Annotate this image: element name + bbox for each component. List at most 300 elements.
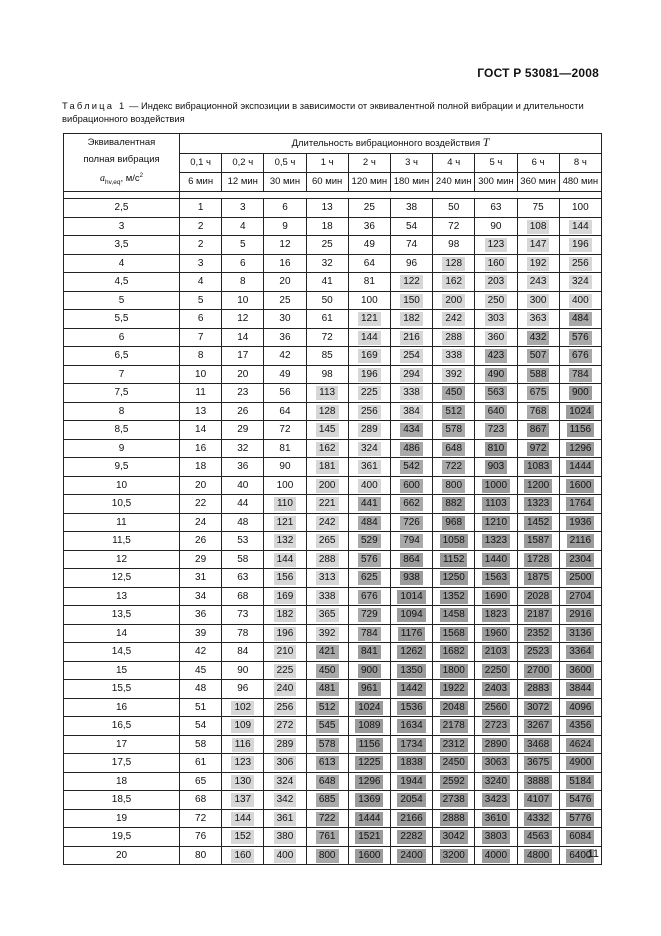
exposure-index-cell — [390, 384, 432, 403]
exposure-index-cell — [559, 587, 601, 606]
exposure-index-cell — [433, 772, 475, 791]
vibration-value-cell: 13 — [64, 587, 180, 606]
exposure-index-value: 342 — [274, 793, 297, 807]
table-body — [64, 199, 602, 865]
exposure-index-cell — [306, 624, 348, 643]
exposure-index-value: 2400 — [397, 849, 425, 863]
exposure-index-cell — [517, 828, 559, 847]
exposure-index-cell — [348, 495, 390, 514]
exposure-index-value: 2048 — [440, 701, 468, 715]
duration-hours-header: 1 ч — [306, 153, 348, 172]
exposure-index-cell — [306, 365, 348, 384]
exposure-index-value: 12 — [279, 239, 291, 251]
exposure-index-cell — [180, 754, 222, 773]
exposure-index-value: 625 — [358, 571, 381, 585]
exposure-index-cell — [475, 532, 517, 551]
exposure-index-cell — [222, 291, 264, 310]
exposure-index-value: 545 — [316, 719, 339, 733]
duration-hours-header: 2 ч — [348, 153, 390, 172]
exposure-index-cell — [306, 791, 348, 810]
exposure-index-cell — [222, 365, 264, 384]
table-row — [64, 513, 602, 532]
exposure-index-value: 49 — [279, 368, 291, 380]
exposure-index-value: 794 — [400, 534, 423, 548]
exposure-index-cell — [559, 402, 601, 421]
exposure-index-cell — [433, 624, 475, 643]
exposure-index-cell — [475, 698, 517, 717]
exposure-index-value: 5184 — [566, 775, 594, 789]
table-row — [64, 347, 602, 366]
exposure-index-value: 144 — [358, 331, 381, 345]
exposure-index-cell — [180, 217, 222, 236]
exposure-index-cell — [306, 606, 348, 625]
vibration-value-cell: 10,5 — [64, 495, 180, 514]
exposure-index-value: 2450 — [440, 756, 468, 770]
exposure-index-cell — [433, 421, 475, 440]
exposure-index-cell — [306, 846, 348, 865]
table-row — [64, 402, 602, 421]
exposure-index-value: 2560 — [482, 701, 510, 715]
exposure-index-value: 56 — [279, 387, 291, 399]
exposure-index-value: 81 — [363, 276, 375, 288]
exposure-index-cell — [348, 310, 390, 329]
exposure-index-value: 3200 — [440, 849, 468, 863]
exposure-index-cell — [517, 569, 559, 588]
exposure-index-value: 96 — [237, 683, 249, 695]
exposure-index-value: 5 — [240, 239, 246, 251]
exposure-index-value: 181 — [316, 460, 339, 474]
exposure-index-value: 2916 — [566, 608, 594, 622]
duration-group-text: Длительность вибрационного воздействия — [291, 138, 481, 150]
exposure-index-cell — [306, 421, 348, 440]
exposure-index-cell — [475, 606, 517, 625]
exposure-index-cell — [475, 347, 517, 366]
exposure-index-cell — [559, 754, 601, 773]
exposure-index-value: 1442 — [397, 682, 425, 696]
exposure-index-cell — [559, 458, 601, 477]
exposure-index-cell — [306, 273, 348, 292]
exposure-index-value: 2 — [197, 220, 204, 232]
exposure-index-value: 54 — [405, 220, 418, 232]
exposure-index-cell — [222, 735, 264, 754]
vibration-header-line2: полная вибрация — [83, 154, 160, 165]
exposure-index-cell — [390, 846, 432, 865]
exposure-index-cell — [517, 476, 559, 495]
vibration-value-cell: 12 — [64, 550, 180, 569]
exposure-index-cell — [475, 365, 517, 384]
table-row — [64, 791, 602, 810]
exposure-index-value: 2304 — [566, 553, 594, 567]
exposure-index-cell — [390, 643, 432, 662]
exposure-index-value: 4563 — [524, 830, 552, 844]
vibration-unit: , м/с — [120, 173, 140, 185]
table-row — [64, 717, 602, 736]
exposure-index-value: 150 — [400, 294, 423, 308]
exposure-index-value: 144 — [569, 220, 592, 234]
page-number: 11 — [587, 848, 599, 860]
exposure-index-cell — [348, 643, 390, 662]
exposure-index-cell — [517, 365, 559, 384]
vibration-value-cell: 10 — [64, 476, 180, 495]
table-row — [64, 772, 602, 791]
exposure-index-cell — [390, 680, 432, 699]
exposure-index-value: 1058 — [440, 534, 468, 548]
exposure-index-cell — [433, 569, 475, 588]
exposure-index-cell — [306, 698, 348, 717]
exposure-index-value: 147 — [527, 238, 550, 252]
exposure-index-value: 512 — [316, 701, 339, 715]
vibration-subscript: hv,eq — [105, 179, 121, 187]
table-row — [64, 680, 602, 699]
exposure-index-cell — [559, 606, 601, 625]
exposure-index-cell — [559, 421, 601, 440]
exposure-index-value: 432 — [527, 331, 550, 345]
exposure-index-value: 2700 — [524, 664, 552, 678]
vibration-value-cell: 5,5 — [64, 310, 180, 329]
exposure-index-value: 3468 — [524, 738, 552, 752]
exposure-index-cell — [433, 717, 475, 736]
exposure-index-value: 1728 — [524, 553, 552, 567]
exposure-index-cell — [222, 754, 264, 773]
exposure-index-cell — [264, 513, 306, 532]
exposure-index-cell — [475, 421, 517, 440]
exposure-index-cell — [390, 809, 432, 828]
exposure-index-value: 675 — [527, 386, 550, 400]
exposure-index-value: 137 — [231, 793, 254, 807]
exposure-index-cell — [390, 550, 432, 569]
vibration-value-cell: 18 — [64, 772, 180, 791]
vibration-header-line1: Эквивалентная — [87, 137, 156, 148]
duration-minutes-header: 120 мин — [348, 172, 390, 191]
vibration-symbol: a — [100, 173, 106, 185]
exposure-index-cell — [433, 310, 475, 329]
exposure-index-value: 20 — [195, 479, 207, 491]
exposure-index-cell — [348, 791, 390, 810]
exposure-index-value: 903 — [485, 460, 508, 474]
vibration-value-cell: 11,5 — [64, 532, 180, 551]
exposure-index-cell — [390, 735, 432, 754]
exposure-index-value: 1452 — [524, 516, 552, 530]
exposure-index-cell — [306, 772, 348, 791]
exposure-index-cell — [348, 772, 390, 791]
exposure-index-cell — [222, 661, 264, 680]
exposure-index-cell — [264, 698, 306, 717]
exposure-index-value: 250 — [485, 294, 508, 308]
exposure-index-cell — [559, 791, 601, 810]
exposure-index-cell — [348, 532, 390, 551]
exposure-index-value: 12 — [237, 313, 249, 325]
vibration-value-cell: 14,5 — [64, 643, 180, 662]
exposure-index-value: 1323 — [524, 497, 552, 511]
exposure-index-cell — [222, 347, 264, 366]
exposure-index-cell — [390, 698, 432, 717]
exposure-index-value: 2883 — [524, 682, 552, 696]
table-row — [64, 291, 602, 310]
exposure-index-cell — [306, 661, 348, 680]
vibration-value-cell: 12,5 — [64, 569, 180, 588]
exposure-index-value: 81 — [279, 442, 291, 454]
exposure-index-value: 2738 — [440, 793, 468, 807]
exposure-index-value: 34 — [195, 590, 207, 602]
exposure-index-value: 676 — [358, 590, 381, 604]
exposure-index-value: 162 — [442, 275, 465, 289]
exposure-index-cell — [348, 828, 390, 847]
exposure-index-value: 254 — [400, 349, 423, 363]
exposure-index-cell — [517, 199, 559, 218]
table-row — [64, 439, 602, 458]
exposure-index-value: 1296 — [355, 775, 383, 789]
exposure-index-value: 3423 — [482, 793, 510, 807]
exposure-index-value: 216 — [400, 331, 423, 345]
exposure-index-value: 685 — [316, 793, 339, 807]
exposure-index-cell — [517, 402, 559, 421]
exposure-index-value: 1690 — [482, 590, 510, 604]
exposure-index-cell — [180, 476, 222, 495]
exposure-index-value: 1089 — [355, 719, 383, 733]
exposure-index-cell — [390, 513, 432, 532]
exposure-index-cell — [222, 439, 264, 458]
exposure-index-value: 3 — [197, 257, 204, 269]
exposure-index-cell — [222, 513, 264, 532]
exposure-index-value: 1323 — [482, 534, 510, 548]
exposure-index-cell — [306, 458, 348, 477]
exposure-index-value: 2500 — [566, 571, 594, 585]
vibration-value-cell: 16 — [64, 698, 180, 717]
exposure-index-cell — [390, 217, 432, 236]
exposure-index-cell — [306, 532, 348, 551]
exposure-index-cell — [559, 273, 601, 292]
exposure-index-cell — [559, 828, 601, 847]
exposure-index-value: 13 — [195, 405, 207, 417]
vibration-column-header — [64, 134, 180, 192]
exposure-index-cell — [264, 199, 306, 218]
exposure-index-cell — [390, 606, 432, 625]
vibration-value-cell: 9,5 — [64, 458, 180, 477]
exposure-index-cell — [222, 698, 264, 717]
exposure-index-value: 360 — [485, 331, 508, 345]
exposure-index-value: 182 — [274, 608, 297, 622]
exposure-index-value: 784 — [569, 368, 592, 382]
exposure-index-cell — [264, 402, 306, 421]
exposure-index-value: 109 — [231, 719, 254, 733]
exposure-index-value: 50 — [321, 294, 333, 306]
exposure-index-cell — [559, 217, 601, 236]
exposure-index-value: 363 — [527, 312, 550, 326]
exposure-index-value: 365 — [316, 608, 339, 622]
exposure-index-value: 1083 — [524, 460, 552, 474]
exposure-index-cell — [180, 791, 222, 810]
exposure-index-cell — [390, 717, 432, 736]
exposure-index-value: 1176 — [398, 627, 426, 641]
exposure-index-cell — [180, 606, 222, 625]
table-row — [64, 828, 602, 847]
exposure-index-value: 6084 — [566, 830, 594, 844]
exposure-index-value: 68 — [237, 590, 249, 602]
exposure-index-cell — [348, 624, 390, 643]
exposure-index-cell — [348, 273, 390, 292]
duration-minutes-header: 300 мин — [475, 172, 517, 191]
exposure-index-value: 6 — [240, 257, 246, 269]
exposure-index-cell — [433, 550, 475, 569]
exposure-index-value: 306 — [274, 756, 297, 770]
exposure-index-cell — [264, 735, 306, 754]
exposure-index-cell — [517, 791, 559, 810]
exposure-index-cell — [264, 717, 306, 736]
exposure-index-value: 761 — [316, 830, 339, 844]
exposure-index-cell — [475, 236, 517, 255]
table-row — [64, 569, 602, 588]
exposure-index-cell — [180, 772, 222, 791]
exposure-index-cell — [348, 328, 390, 347]
exposure-index-value: 392 — [316, 627, 339, 641]
exposure-index-value: 200 — [442, 294, 465, 308]
exposure-index-cell — [559, 199, 601, 218]
table-caption-text: — Индекс вибрационной экспозиции в зависимости от эквивалентной полной вибрации и длительности вибрационного воздействия — [62, 100, 584, 124]
exposure-index-cell — [348, 365, 390, 384]
exposure-index-value: 63 — [237, 572, 249, 584]
exposure-index-value: 160 — [231, 849, 254, 863]
exposure-index-cell — [390, 569, 432, 588]
exposure-index-value: 361 — [358, 460, 381, 474]
table-row — [64, 310, 602, 329]
exposure-index-cell — [222, 273, 264, 292]
exposure-index-value: 1152 — [440, 553, 468, 567]
exposure-index-cell — [348, 476, 390, 495]
exposure-index-value: 3240 — [482, 775, 510, 789]
exposure-index-cell — [390, 476, 432, 495]
exposure-index-value: 96 — [405, 257, 418, 269]
vibration-value-cell: 6 — [64, 328, 180, 347]
exposure-index-cell — [264, 421, 306, 440]
table-row — [64, 476, 602, 495]
exposure-index-value: 272 — [274, 719, 297, 733]
exposure-index-value: 2704 — [566, 590, 594, 604]
exposure-index-value: 63 — [490, 202, 502, 214]
exposure-index-value: 13 — [321, 202, 333, 214]
exposure-index-value: 1 — [197, 202, 204, 214]
exposure-index-cell — [222, 680, 264, 699]
vibration-value-cell: 8,5 — [64, 421, 180, 440]
exposure-index-cell — [475, 199, 517, 218]
exposure-index-cell — [264, 661, 306, 680]
exposure-index-cell — [475, 735, 517, 754]
exposure-index-cell — [517, 439, 559, 458]
vibration-exposure-table — [63, 133, 602, 865]
exposure-index-cell — [517, 717, 559, 736]
exposure-index-value: 882 — [442, 497, 465, 511]
exposure-index-value: 841 — [358, 645, 381, 659]
exposure-index-cell — [348, 347, 390, 366]
exposure-index-value: 400 — [569, 294, 592, 308]
exposure-index-value: 1225 — [355, 756, 383, 770]
exposure-index-cell — [517, 735, 559, 754]
exposure-index-value: 74 — [405, 239, 418, 251]
vibration-value-cell: 15 — [64, 661, 180, 680]
exposure-index-value: 90 — [237, 664, 249, 676]
exposure-index-value: 1521 — [355, 830, 383, 844]
exposure-index-cell — [348, 236, 390, 255]
exposure-index-cell — [180, 421, 222, 440]
exposure-index-cell — [517, 513, 559, 532]
exposure-index-cell — [433, 217, 475, 236]
exposure-index-cell — [517, 384, 559, 403]
exposure-index-value: 3042 — [440, 830, 468, 844]
exposure-index-value: 65 — [195, 775, 207, 787]
exposure-index-value: 38 — [405, 202, 418, 214]
exposure-index-value: 160 — [485, 257, 508, 271]
exposure-index-value: 4000 — [482, 849, 510, 863]
exposure-index-value: 4900 — [566, 756, 594, 770]
exposure-index-value: 75 — [532, 202, 544, 214]
exposure-index-value: 98 — [321, 368, 333, 380]
exposure-index-value: 1563 — [482, 571, 510, 585]
exposure-index-cell — [264, 347, 306, 366]
exposure-index-value: 1922 — [440, 682, 468, 696]
exposure-index-cell — [348, 217, 390, 236]
exposure-index-value: 45 — [195, 664, 207, 676]
exposure-index-value: 32 — [321, 257, 333, 269]
exposure-index-cell — [222, 587, 264, 606]
exposure-index-value: 288 — [442, 331, 465, 345]
exposure-index-value: 200 — [316, 479, 339, 493]
exposure-index-cell — [222, 828, 264, 847]
exposure-index-cell — [306, 402, 348, 421]
exposure-index-cell — [433, 606, 475, 625]
duration-hours-header: 0,5 ч — [264, 153, 306, 172]
exposure-index-value: 542 — [400, 460, 423, 474]
table-caption — [62, 100, 602, 125]
table-row — [64, 532, 602, 551]
exposure-index-value: 110 — [274, 497, 296, 511]
exposure-index-value: 1444 — [566, 460, 594, 474]
exposure-index-value: 1352 — [440, 590, 468, 604]
exposure-index-cell — [306, 199, 348, 218]
exposure-index-value: 384 — [400, 405, 423, 419]
exposure-index-value: 6 — [197, 313, 204, 325]
exposure-index-cell — [180, 291, 222, 310]
exposure-index-value: 4356 — [566, 719, 594, 733]
exposure-index-value: 14 — [195, 424, 207, 436]
exposure-index-cell — [559, 809, 601, 828]
exposure-index-cell — [180, 439, 222, 458]
exposure-index-value: 98 — [448, 239, 460, 251]
exposure-index-cell — [390, 421, 432, 440]
exposure-index-cell — [222, 476, 264, 495]
exposure-index-cell — [180, 828, 222, 847]
exposure-index-cell — [475, 310, 517, 329]
exposure-index-value: 50 — [448, 202, 460, 214]
exposure-index-cell — [433, 661, 475, 680]
exposure-index-value: 51 — [195, 701, 207, 713]
table-row — [64, 365, 602, 384]
vibration-value-cell: 13,5 — [64, 606, 180, 625]
exposure-index-cell — [180, 328, 222, 347]
exposure-index-cell — [264, 550, 306, 569]
duration-minutes-header: 240 мин — [433, 172, 475, 191]
exposure-index-cell — [348, 661, 390, 680]
exposure-index-cell — [222, 809, 264, 828]
exposure-index-value: 123 — [231, 756, 254, 770]
exposure-index-value: 3364 — [566, 645, 594, 659]
table-row — [64, 328, 602, 347]
exposure-index-cell — [348, 384, 390, 403]
exposure-index-cell — [559, 772, 601, 791]
exposure-index-value: 289 — [358, 423, 381, 437]
exposure-index-value: 938 — [400, 571, 423, 585]
exposure-index-cell — [433, 199, 475, 218]
exposure-index-value: 36 — [279, 331, 291, 343]
table-row — [64, 495, 602, 514]
